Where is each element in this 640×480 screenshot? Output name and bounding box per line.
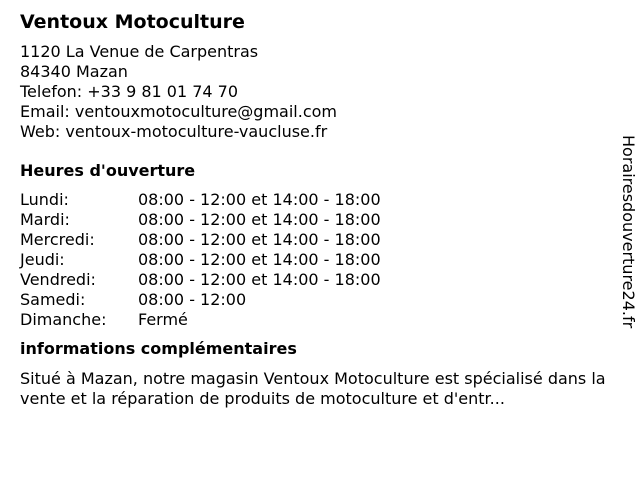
hours-row-samedi <box>20 290 610 310</box>
business-name: Ventoux Motoculture <box>20 11 245 33</box>
city-postal: 84340 Mazan <box>20 62 128 81</box>
hours-row-lundi <box>20 190 610 210</box>
hours-row-jeudi <box>20 250 610 270</box>
day-label: Vendredi: <box>20 270 96 289</box>
day-label: Mardi: <box>20 210 70 229</box>
day-hours: 08:00 - 12:00 et 14:00 - 18:00 <box>138 230 381 249</box>
hours-row-mardi <box>20 210 610 230</box>
day-hours: 08:00 - 12:00 <box>138 290 247 309</box>
opening-hours-table <box>20 190 610 330</box>
day-label: Mercredi: <box>20 230 95 249</box>
hours-row-mercredi <box>20 230 610 250</box>
day-hours: 08:00 - 12:00 et 14:00 - 18:00 <box>138 210 381 229</box>
business-card <box>20 10 610 409</box>
day-hours: 08:00 - 12:00 et 14:00 - 18:00 <box>138 250 381 269</box>
day-label: Samedi: <box>20 290 86 309</box>
hours-heading: Heures d'ouverture <box>20 161 196 180</box>
day-hours: Fermé <box>138 310 188 329</box>
phone-number: Telefon: +33 9 81 01 74 70 <box>20 82 239 101</box>
hours-row-vendredi <box>20 270 610 290</box>
day-label: Jeudi: <box>20 250 65 269</box>
day-hours: 08:00 - 12:00 et 14:00 - 18:00 <box>138 190 381 209</box>
info-description: Situé à Mazan, notre magasin Ventoux Motoculture est spécialisé dans la vente et la réparation de produits de motoculture et d'entr... <box>20 369 606 408</box>
hours-row-dimanche <box>20 310 610 330</box>
day-hours: 08:00 - 12:00 et 14:00 - 18:00 <box>138 270 381 289</box>
website: Web: ventoux-motoculture-vaucluse.fr <box>20 122 328 141</box>
day-label: Lundi: <box>20 190 69 209</box>
street-address: 1120 La Venue de Carpentras <box>20 42 259 61</box>
day-label: Dimanche: <box>20 310 107 329</box>
site-watermark: Horairesdouverture24.fr <box>619 135 638 329</box>
email-address: Email: ventouxmotoculture@gmail.com <box>20 102 337 121</box>
contact-block <box>20 42 610 142</box>
info-heading: informations complémentaires <box>20 339 297 358</box>
